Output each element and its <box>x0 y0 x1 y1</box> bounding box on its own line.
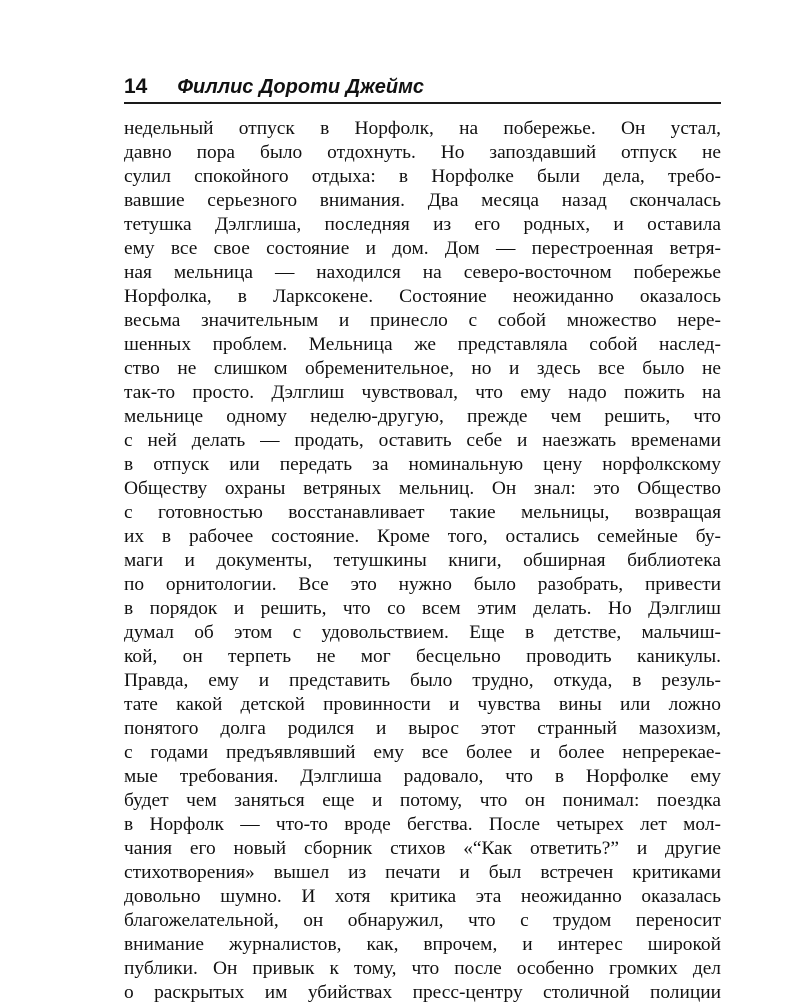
text-line: с ней делать — продать, оставить себе и наезжать временами <box>124 430 721 451</box>
text-line: ство не слишком обременительное, но и здесь все было не <box>124 358 721 379</box>
text-line: внимание журналистов, как, впрочем, и интерес широкой <box>124 934 721 955</box>
text-line: думал об этом с удовольствием. Еще в детстве, мальчиш- <box>124 622 721 643</box>
running-title: Филлис Дороти Джеймс <box>177 76 425 98</box>
text-line: по орнитологии. Все это нужно было разобрать, привести <box>124 574 721 595</box>
text-line: Правда, ему и представить было трудно, откуда, в резуль- <box>124 670 721 691</box>
text-line: понятого долга родился и вырос этот странный мазохизм, <box>124 718 721 739</box>
text-line: мые требования. Дэлглиша радовало, что в Норфолке ему <box>124 766 721 787</box>
text-line: мельнице одному неделю-другую, прежде чем решить, что <box>124 406 721 427</box>
text-line: о раскрытых им убийствах пресс-центру столичной полиции <box>124 982 721 1003</box>
page-number: 14 <box>124 75 148 98</box>
text-line: весьма значительным и принесло с собой множество нере- <box>124 310 721 331</box>
text-line: Обществу охраны ветряных мельниц. Он знал: это Общество <box>124 478 721 499</box>
text-line: благожелательной, он обнаружил, что с трудом переносит <box>124 910 721 931</box>
text-line: тате какой детской провинности и чувства вины или ложно <box>124 694 721 715</box>
text-line: вавшие серьезного внимания. Два месяца назад скончалась <box>124 190 721 211</box>
text-line: будет чем заняться еще и потому, что он понимал: поездка <box>124 790 721 811</box>
text-line: маги и документы, тетушкины книги, обширная библиотека <box>124 550 721 571</box>
text-line: ему все свое состояние и дом. Дом — перестроенная ветря- <box>124 238 721 259</box>
text-line: стихотворения» вышел из печати и был встречен критиками <box>124 862 721 883</box>
text-line: Норфолка, в Ларксокене. Состояние неожиданно оказалось <box>124 286 721 307</box>
text-line: в отпуск или передать за номинальную цену норфолкскому <box>124 454 721 475</box>
text-line: ная мельница — находился на северо-восточном побережье <box>124 262 721 283</box>
text-line: с готовностью восстанавливает такие мельницы, возвращая <box>124 502 721 523</box>
text-line: сулил спокойного отдыха: в Норфолке были дела, требо- <box>124 166 721 187</box>
text-line: довольно шумно. И хотя критика эта неожиданно оказалась <box>124 886 721 907</box>
text-line: давно пора было отдохнуть. Но запоздавший отпуск не <box>124 142 721 163</box>
text-line: в порядок и решить, что со всем этим делать. Но Дэлглиш <box>124 598 721 619</box>
text-line: с годами предъявлявший ему все более и более непререкае- <box>124 742 721 763</box>
text-line: так-то просто. Дэлглиш чувствовал, что ему надо пожить на <box>124 382 721 403</box>
text-line: чания его новый сборник стихов «“Как ответить?” и другие <box>124 838 721 859</box>
text-line: кой, он терпеть не мог бесцельно проводить каникулы. <box>124 646 721 667</box>
text-line: шенных проблем. Мельница же представляла собой наслед- <box>124 334 721 355</box>
text-line: тетушка Дэлглиша, последняя из его родных, и оставила <box>124 214 721 235</box>
running-header <box>124 74 721 104</box>
text-line: недельный отпуск в Норфолк, на побережье. Он устал, <box>124 118 721 139</box>
text-line: их в рабочее состояние. Кроме того, остались семейные бу- <box>124 526 721 547</box>
text-line: публики. Он привык к тому, что после особенно громких дел <box>124 958 721 979</box>
body-text <box>124 117 721 1005</box>
text-line: в Норфолк — что-то вроде бегства. После четырех лет мол- <box>124 814 721 835</box>
